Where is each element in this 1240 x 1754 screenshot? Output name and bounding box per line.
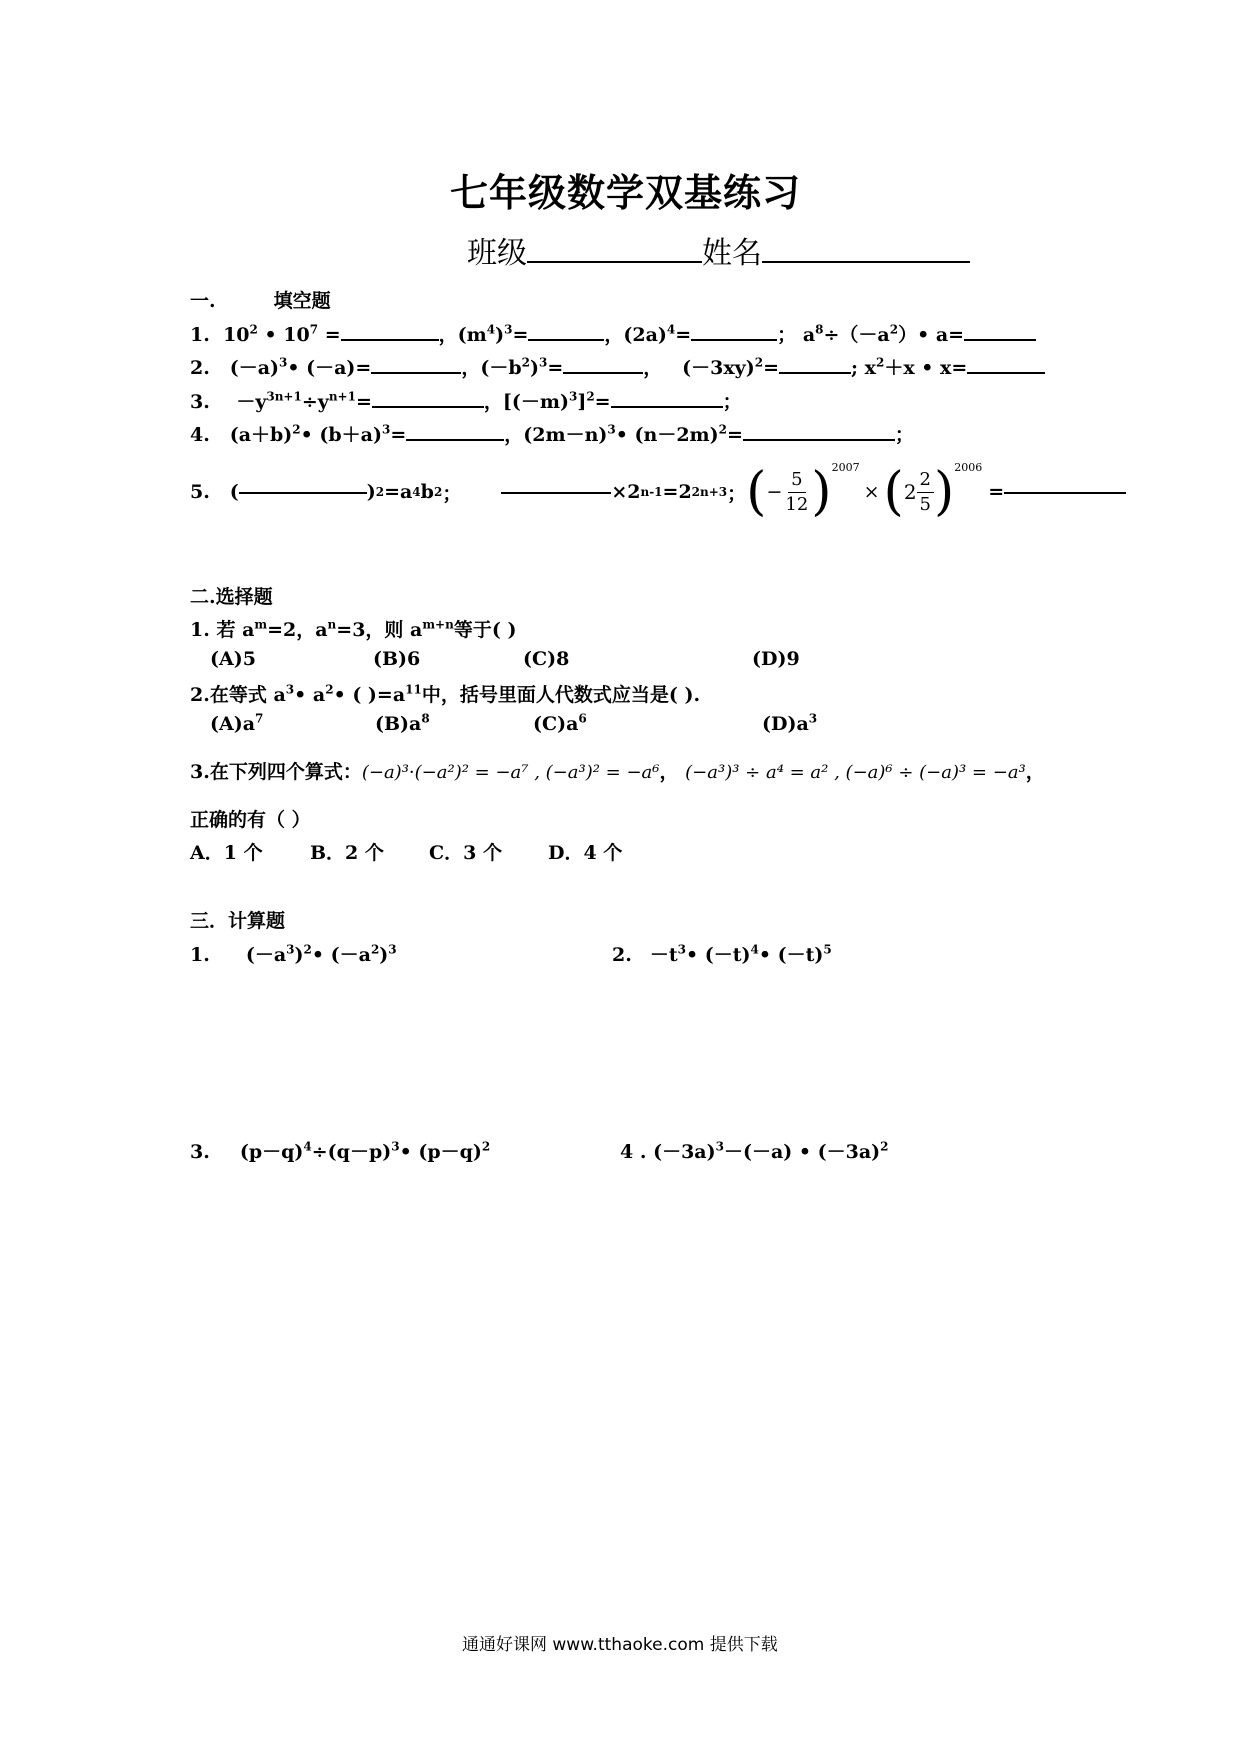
answer-blank[interactable]	[341, 337, 439, 341]
choice-question-1: 1. 若 $a^m=2$，$a^n=3$，则 $a^{m+n}$等于( )	[190, 617, 517, 641]
fill-question-5: 5. ( ) 2 =a 4 b 2 ； ×2 n-1 =2 2n+3 ； ( − $\frac{5}{12}$ ) 2007 × ( 2 $\frac{2}{5}$ ) 2006 =	[190, 466, 1126, 518]
calc-problem-2: 2. $-t^3•$ $(-t)^4•$ $(-t)^5$	[612, 942, 832, 966]
section1-heading: 一. 填空题	[190, 290, 331, 312]
calc-problem-3: 3. $(p-q)^4\div(q-p)^3•$ $(p-q)^2$	[190, 1139, 491, 1163]
choice-option-a[interactable]: A．1 个	[190, 842, 263, 864]
choice-question-3: 3.在下列四个算式：(−a)³·(−a²)² = −a⁷ , (−a³)² = −a⁶， (−a³)³ ÷ a⁴ = a² , (−a)⁶ ÷ (−a)³ = −a³，	[190, 761, 1045, 783]
answer-blank[interactable]	[371, 370, 461, 374]
answer-blank[interactable]	[611, 404, 723, 408]
answer-blank[interactable]	[1004, 490, 1126, 494]
name-label: 姓名	[702, 236, 762, 271]
choice-option-d[interactable]: (D)9	[752, 648, 800, 670]
section2-heading: 二.选择题	[190, 586, 273, 608]
answer-blank[interactable]	[563, 370, 643, 374]
fill-question-1: 1. $10^2$ • $10^7$ = ，$(m^4)^3=$ ，$(2a)^4=$ ； $a^8\div(-a^2)•$ a=	[190, 320, 1036, 347]
choice-option-b[interactable]: B．2 个	[310, 842, 384, 864]
calc-problem-1: 1. $(-a^3)^2•$ $(-a^2)^3$	[190, 942, 397, 966]
choice-option-c[interactable]: C．3 个	[429, 842, 502, 864]
section3-heading: 三．计算题	[190, 910, 286, 932]
page-title: 七年级数学双基练习	[450, 170, 802, 215]
answer-blank[interactable]	[501, 490, 611, 494]
answer-blank[interactable]	[743, 437, 895, 441]
choice-option-c[interactable]: (C)8	[523, 648, 570, 670]
choice-option-a[interactable]: (A)5	[210, 648, 256, 670]
choice-option-b[interactable]: $(B)a^8$	[375, 711, 430, 735]
choice-option-d[interactable]: $(D)a^3$	[762, 711, 818, 735]
fill-question-4: 4. $(a+b)^2•$ $(b+a)^3=$ ，$(2m-n)^3•$ $(n-2m)^2=$ ；	[190, 422, 914, 446]
formula-2: (−a³)³ ÷ a⁴ = a² , (−a)⁶ ÷ (−a)³ = −a³	[685, 762, 1026, 783]
footer-credit: 通通好课网 www.tthaoke.com 提供下载	[462, 1635, 778, 1655]
answer-blank[interactable]	[779, 370, 851, 374]
choice-option-d[interactable]: D．4 个	[548, 842, 623, 864]
answer-blank[interactable]	[372, 404, 484, 408]
choice-option-a[interactable]: $(A)a^7$	[210, 711, 264, 735]
choice-option-c[interactable]: $(C)a^6$	[533, 711, 587, 735]
calc-problem-4: 4 . $(-3a)^3-(-a)$ • $(-3a)^2$	[620, 1139, 889, 1163]
power-fraction-expression: ( − $\frac{5}{12}$ ) 2007 × ( 2 $\frac{2}{5}$ ) 2006 =	[746, 466, 1126, 518]
answer-blank[interactable]	[967, 370, 1045, 374]
choice-option-b[interactable]: (B)6	[373, 648, 421, 670]
choice-question-2: 2.在等式 $a^3•$ $a^2•$ ( )$=a^{11}$中，括号里面人代数式应当是( ).	[190, 682, 701, 706]
fill-question-3: 3. $-y^{3n+1}\div y^{n+1}=$ ，$[(-m)^3]^2=$ ；	[190, 389, 742, 413]
name-blank[interactable]	[762, 261, 970, 263]
choice-question-3-tail: 正确的有（ ）	[190, 809, 311, 831]
formula-1: (−a)³·(−a²)² = −a⁷ , (−a³)² = −a⁶	[361, 762, 660, 783]
student-info-line	[467, 228, 970, 272]
answer-blank[interactable]	[406, 437, 504, 441]
answer-blank[interactable]	[691, 337, 777, 341]
answer-blank[interactable]	[964, 337, 1036, 341]
fill-question-2: 2. $(-a)^3•$ (－a)= ，$(-b^2)^3=$ ， $(-3xy)^2=$ ; $x^2+x$ • x=	[190, 353, 1045, 380]
class-label: 班级	[467, 236, 527, 271]
answer-blank[interactable]	[239, 490, 367, 494]
class-blank[interactable]	[527, 261, 702, 263]
answer-blank[interactable]	[528, 337, 604, 341]
